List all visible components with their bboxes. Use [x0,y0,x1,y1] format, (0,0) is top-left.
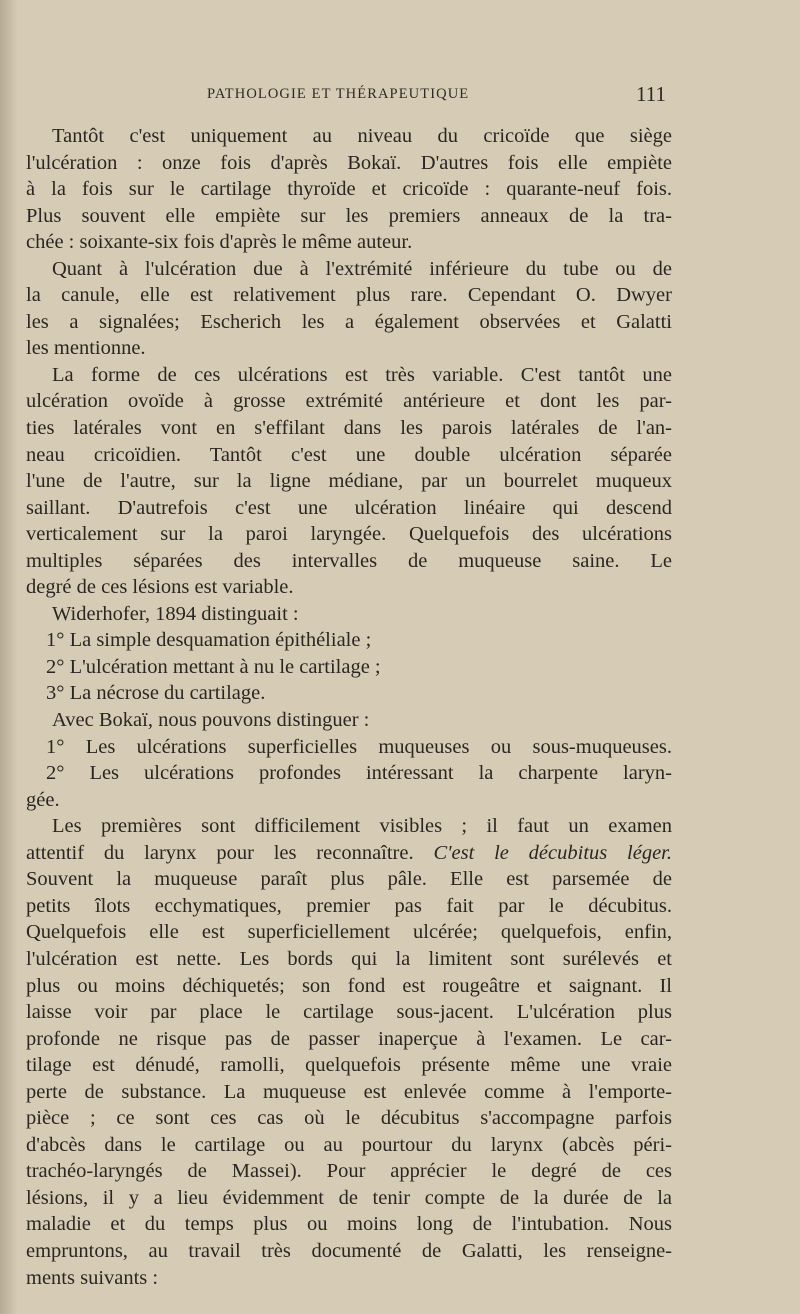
text-line: multiples séparées des intervalles de muqueuse saine. Le [26,549,672,572]
running-title: PATHOLOGIE ET THÉRAPEUTIQUE [207,86,470,102]
text-line: les a signalées; Escherich les a également observées et Galatti [26,310,672,333]
text-line: neau cricoïdien. Tantôt c'est une double ulcération séparée [26,443,672,466]
text-line: d'abcès dans le cartilage ou au pourtour du larynx (abcès péri- [26,1133,672,1156]
text-line: trachéo-laryngés de Massei). Pour apprécier le degré de ces [26,1160,672,1183]
list-item: 2° Les ulcérations profondes intéressant la charpente laryn- [46,762,672,785]
text-line: Widerhofer, 1894 distinguait : [52,602,299,625]
text-line: empruntons, au travail très documenté de Galatti, les renseigne- [26,1239,672,1262]
text-line: ties latérales vont en s'effilant dans les parois latérales de l'an- [26,417,672,440]
text-line: Quelquefois elle est superficiellement ulcérée; quelquefois, enfin, [26,921,672,944]
text-line: degré de ces lésions est variable. [26,576,294,599]
text-line: La forme de ces ulcérations est très variable. C'est tantôt une [52,363,672,386]
list-item: 2° L'ulcération mettant à nu le cartilage ; [46,655,381,678]
text-line: Avec Bokaï, nous pouvons distinguer : [52,709,370,732]
running-header [0,82,800,112]
text-line: les mentionne. [26,337,146,360]
text-line: petits îlots ecchymatiques, premier pas fait par le décubitus. [26,894,672,917]
text-line-with-emphasis [26,840,672,867]
text-line: Souvent la muqueuse paraît plus pâle. Elle est parsemée de [26,868,672,891]
text-line: perte de substance. La muqueuse est enlevée comme à l'emporte- [26,1080,672,1103]
text-line: l'une de l'autre, sur la ligne médiane, par un bourrelet muqueux [26,470,672,493]
text-line: l'ulcération : onze fois d'après Bokaï. D'autres fois elle empiète [26,151,672,174]
text-line: ments suivants : [26,1266,159,1289]
text-line: plus ou moins déchiquetés; son fond est rougeâtre et saignant. Il [26,974,672,997]
text-line: la canule, elle est relativement plus rare. Cependant O. Dwyer [26,284,672,307]
page-edge-shadow [0,0,18,1314]
text-line: profonde ne risque pas de passer inaperçue à l'examen. Le car- [26,1027,672,1050]
list-item: 1° Les ulcérations superficielles muqueuses ou sous-muqueuses. [46,735,672,758]
text-line: Les premières sont difficilement visibles ; il faut un examen [52,815,672,838]
text-line: Quant à l'ulcération due à l'extrémité inférieure du tube ou de [52,257,672,280]
text-line: verticalement sur la paroi laryngée. Quelquefois des ulcérations [26,523,672,546]
text-line: à la fois sur le cartilage thyroïde et cricoïde : quarante-neuf fois. [26,178,672,201]
text-line: Tantôt c'est uniquement au niveau du cricoïde que siège [52,125,672,147]
list-item: 1° La simple desquamation épithéliale ; [46,629,372,652]
page-number: 111 [636,82,666,106]
text-line: gée. [26,788,60,811]
text-line: tilage est dénudé, ramolli, quelquefois présente même une vraie [26,1054,672,1077]
list-item: 3° La nécrose du cartilage. [46,682,266,705]
text-segment: attentif du larynx pour les reconnaître. [26,841,414,864]
text-line: chée : soixante-six fois d'après le même auteur. [26,231,413,254]
text-line: l'ulcération est nette. Les bords qui la limitent sont surélevés et [26,947,672,970]
text-line: lésions, il y a lieu évidemment de tenir compte de la durée de la [26,1186,672,1209]
body-text [26,123,672,1291]
text-line: laisse voir par place le cartilage sous-jacent. L'ulcération plus [26,1001,672,1024]
text-line: pièce ; ce sont ces cas où le décubitus s'accompagne parfois [26,1107,672,1130]
text-line: ulcération ovoïde à grosse extrémité antérieure et dont les par- [26,390,672,413]
text-line: maladie et du temps plus ou moins long de l'intubation. Nous [26,1213,672,1236]
emphasis-text: C'est le décubitus léger. [433,841,673,864]
text-line: saillant. D'autrefois c'est une ulcération linéaire qui descend [26,496,672,519]
text-line: Plus souvent elle empiète sur les premiers anneaux de la tra- [26,204,672,227]
